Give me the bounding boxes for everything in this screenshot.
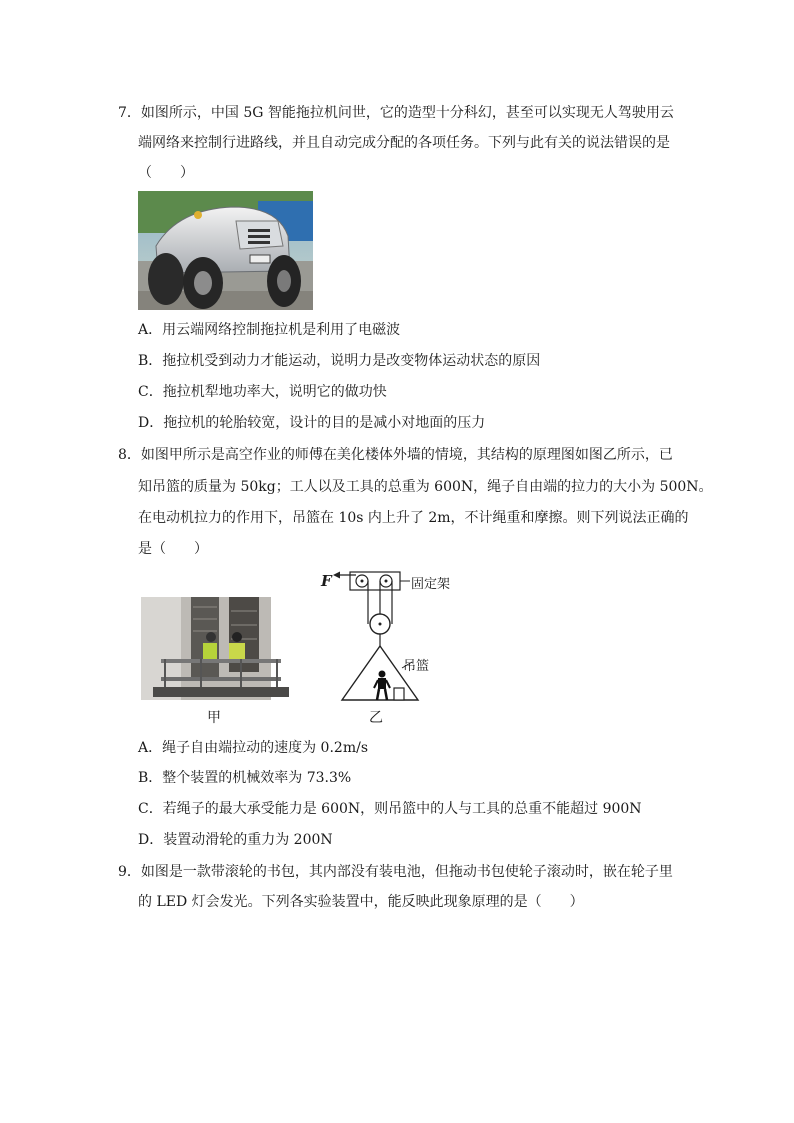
q8-text-line2: 知吊篮的质量为 50kg；工人以及工具的总重为 600N，绳子自由端的拉力的大小为 500N。 bbox=[138, 479, 713, 495]
tractor-photo bbox=[138, 191, 313, 310]
basket-label: 吊篮 bbox=[403, 659, 430, 674]
fixed-frame-label: 固定架 bbox=[411, 577, 451, 592]
q8-option-d: D．装置动滑轮的重力为 200N bbox=[138, 832, 333, 848]
q8-text-line1: 8．如图甲所示是高空作业的师傅在美化楼体外墙的情境，其结构的原理图如图乙所示，已 bbox=[118, 447, 673, 463]
q8-text-line3: 在电动机拉力的作用下，吊篮在 10s 内上升了 2m，不计绳重和摩擦。则下列说法正确的 bbox=[138, 510, 689, 526]
q7-option-a: A．用云端网络控制拖拉机是利用了电磁波 bbox=[138, 322, 401, 338]
q8-option-a: A．绳子自由端拉动的速度为 0.2m/s bbox=[138, 740, 369, 756]
q7-text-line2: 端网络来控制行进路线，并且自动完成分配的各项任务。下列与此有关的说法错误的是 bbox=[138, 135, 670, 151]
figure-caption-jia: 甲 bbox=[207, 710, 221, 726]
gondola-photo bbox=[141, 597, 299, 700]
q8-option-b: B．整个装置的机械效率为 73.3% bbox=[138, 770, 352, 786]
q9-text-line1: 9．如图是一款带滚轮的书包，其内部没有装电池，但拖动书包使轮子滚动时，嵌在轮子里 bbox=[118, 864, 673, 880]
q8-option-c: C．若绳子的最大承受能力是 600N，则吊篮中的人与工具的总重不能超过 900N bbox=[138, 801, 642, 817]
q7-option-b: B．拖拉机受到动力才能运动，说明力是改变物体运动状态的原因 bbox=[138, 353, 541, 369]
q9-text-line2: 的 LED 灯会发光。下列各实验装置中，能反映此现象原理的是（ ） bbox=[138, 894, 584, 910]
q7-text-line1: 7．如图所示，中国 5G 智能拖拉机问世，它的造型十分科幻，甚至可以实现无人驾驶用云 bbox=[118, 105, 674, 121]
force-label: F bbox=[321, 572, 332, 590]
q7-option-d: D．拖拉机的轮胎较宽，设计的目的是减小对地面的压力 bbox=[138, 415, 486, 431]
q7-text-line3: （ ） bbox=[138, 165, 194, 181]
figure-caption-yi: 乙 bbox=[369, 710, 383, 726]
q7-option-c: C．拖拉机犁地功率大，说明它的做功快 bbox=[138, 384, 387, 400]
q8-text-line4: 是（ ） bbox=[138, 541, 208, 557]
